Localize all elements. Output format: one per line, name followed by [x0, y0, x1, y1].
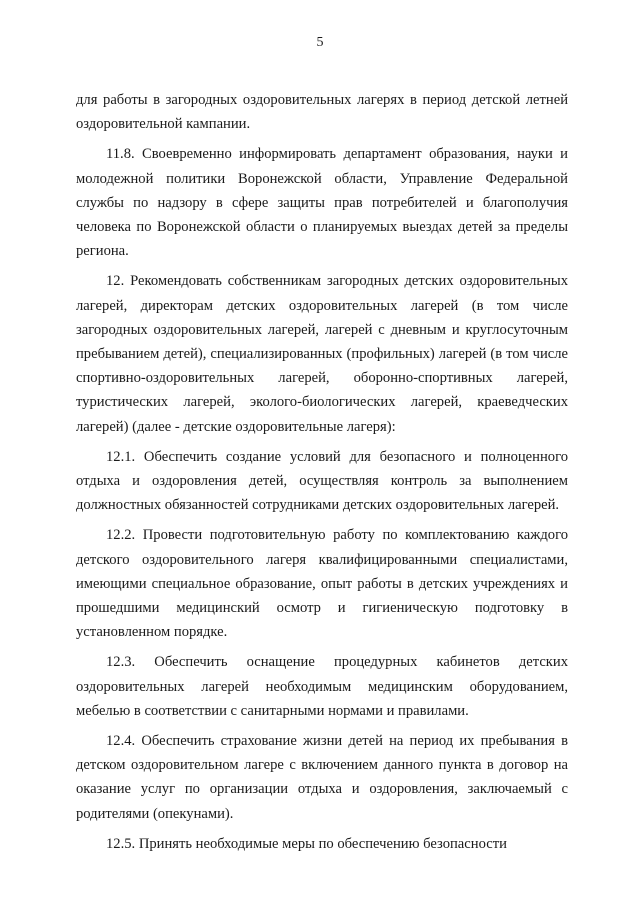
page-number: 5: [316, 35, 324, 50]
paragraph-12: 12. Рекомендовать собственникам загородных детских оздоровительных лагерей, директорам детских оздоровительных лагерей (в том числе загородных оздоровительных лагерей, лагерей с дневным и круглосуточным пребыванием детей), специализированных (профильных) лагерей (в том числе спортивно-оздоровительных лагерей, оборонно-спортивных лагерей, туристических лагерей, эколого-биологических лагерей, краеведческих лагерей) (далее - детские оздоровительные лагеря):: [76, 273, 568, 435]
paragraph-12-5: 12.5. Принять необходимые меры по обеспечению безопасности: [106, 835, 507, 852]
paragraph-12-4: 12.4. Обеспечить страхование жизни детей на период их пребывания в детском оздоровительном лагере с включением данного пункта в договор на оказание услуг по организации отдыха и оздоровления, заключаемый с родителями (опекунами).: [76, 733, 568, 822]
paragraph-continuation: для работы в загородных оздоровительных лагерях в период детской летней оздоровительной кампании.: [76, 92, 568, 133]
paragraph-11-8: 11.8. Своевременно информировать департамент образования, науки и молодежной политики Воронежской области, Управление Федеральной службы по надзору в сфере защиты прав потребителей и благополучия человека по Воронежской области о планируемых выездах детей за пределы региона.: [76, 146, 568, 260]
paragraph-12-1: 12.1. Обеспечить создание условий для безопасного и полноценного отдыха и оздоровления детей, осуществляя контроль за выполнением должностных обязанностей сотрудниками детских оздоровительных лагерей.: [76, 448, 568, 514]
document-body: [76, 88, 568, 862]
paragraph-12-3: 12.3. Обеспечить оснащение процедурных кабинетов детских оздоровительных лагерей необходимым медицинским оборудованием, мебелью в соответствии с санитарными нормами и правилами.: [76, 654, 568, 719]
paragraph-12-2: 12.2. Провести подготовительную работу по комплектованию каждого детского оздоровительного лагеря квалифицированными специалистами, имеющими специальное образование, опыт работы в детских учреждениях и прошедшими медицинский осмотр и гигиеническую подготовку в установленном порядке.: [76, 527, 568, 641]
